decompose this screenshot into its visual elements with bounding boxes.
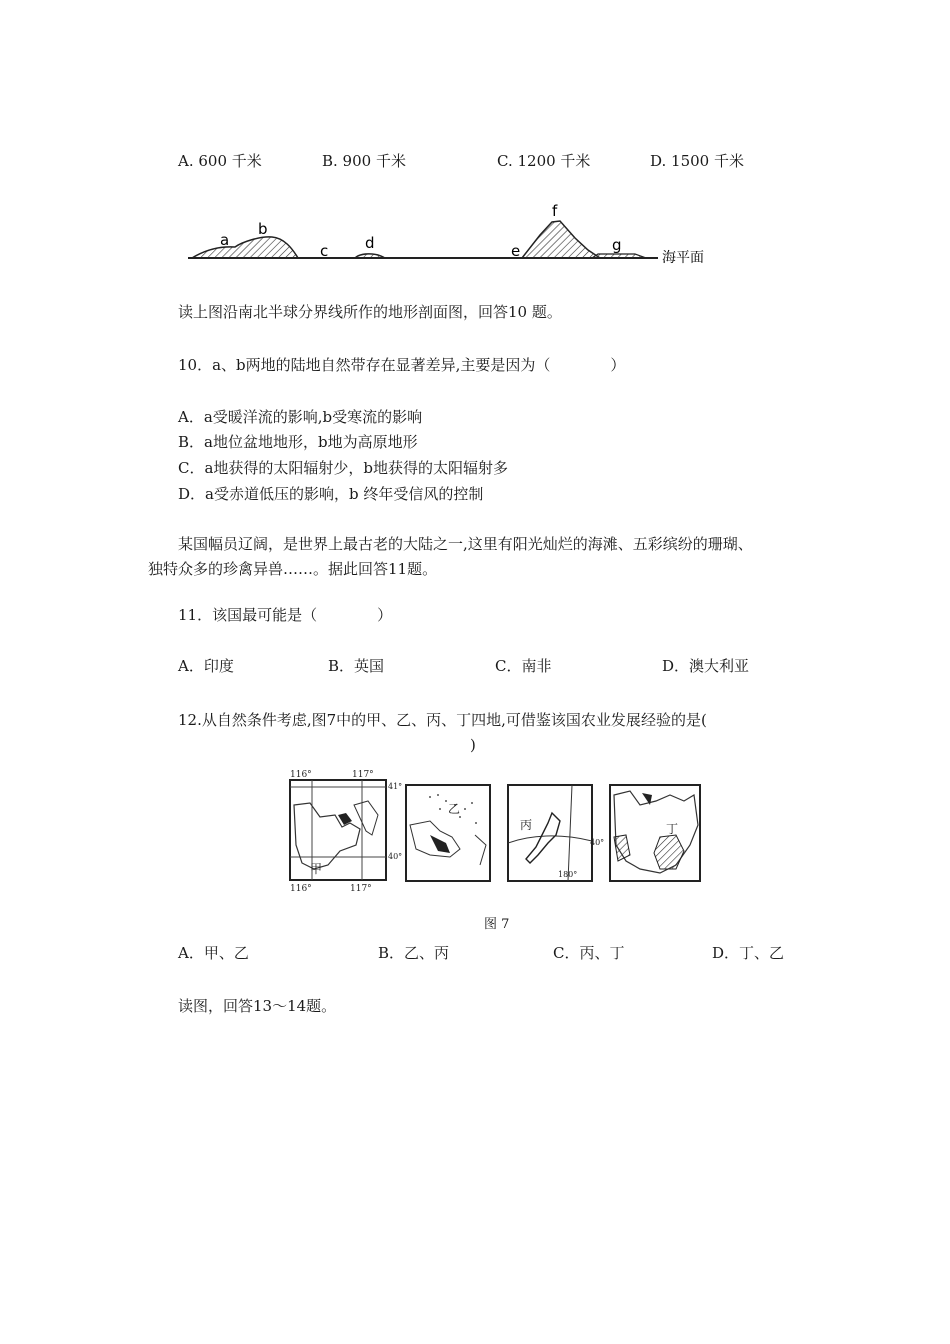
map-bing [508,785,604,881]
q11-stem: 11．该国最可能是（ ） [178,606,393,624]
q10-option-b: B．a地位盆地地形，b地为高原地形 [178,433,418,451]
q12-stem: 12.从自然条件考虑,图7中的甲、乙、丙、丁四地,可借鉴该国农业发展经验的是( [178,711,707,729]
map-yi [406,785,490,881]
map-jia-tick-116-top: 116° [290,770,312,780]
q11-option-a: A．印度 [178,657,234,675]
q12-option-d: D．丁、乙 [712,944,785,962]
map-bing-tick-180: 180° [558,870,578,879]
land-g [592,254,646,258]
map-yi-label: 乙 [448,802,461,816]
profile-label-e: e [511,242,521,260]
profile-label-b: b [258,220,268,238]
map-jia-tick-117-bottom: 117° [350,884,372,894]
map-ding [610,785,700,881]
figure-7-maps [280,765,730,895]
hill-ab [192,237,298,258]
q12-option-b: B．乙、丙 [378,944,450,962]
q10-stem: 10．a、b两地的陆地自然带存在显著差异,主要是因为（ ） [178,356,626,374]
q11-option-d: D．澳大利亚 [662,657,750,675]
figure-7-caption: 图 7 [484,917,510,932]
q12-option-a: A．甲、乙 [178,944,249,962]
map-jia-tick-41: 41° [388,782,403,791]
profile-label-a: a [220,231,230,249]
q11-option-c: C．南非 [495,657,552,675]
map-bing-tick-40: 40° [590,838,605,847]
profile-label-f: f [552,202,558,220]
q9-option-c: C. 1200 千米 [497,152,591,170]
q11-option-b: B．英国 [328,657,385,675]
map-ding-label: 丁 [666,822,679,836]
map-jia-tick-117-top: 117° [352,770,374,780]
q10-option-c: C．a地获得的太阳辐射少，b地获得的太阳辐射多 [178,459,509,477]
intro-q11-line2: 独特众多的珍禽异兽……。据此回答11题。 [148,560,438,578]
q12-option-c: C．丙、丁 [553,944,625,962]
intro-q11-line1: 某国幅员辽阔，是世界上最古老的大陆之一,这里有阳光灿烂的海滩、五彩缤纷的珊瑚、 [178,535,753,553]
sea-level-label: 海平面 [662,250,704,266]
profile-label-g: g [612,236,622,254]
mountain-f [522,221,600,258]
profile-label-d: d [365,234,375,252]
q9-option-d: D. 1500 千米 [650,152,744,170]
q12-stem-close: ) [470,736,476,754]
intro-q13: 读图，回答13～14题。 [178,997,337,1015]
map-jia-label: 甲 [310,862,323,876]
q9-option-b: B. 900 千米 [322,152,406,170]
map-jia [290,770,402,894]
q10-option-a: A．a受暖洋流的影响,b受寒流的影响 [178,408,423,426]
intro-q10: 读上图沿南北半球分界线所作的地形剖面图，回答10 题。 [178,303,562,321]
profile-label-c: c [320,242,329,260]
map-jia-tick-40: 40° [388,852,403,861]
map-jia-tick-116-bottom: 116° [290,884,312,894]
terrain-profile-figure [180,200,740,275]
q9-option-a: A. 600 千米 [178,152,262,170]
q10-option-d: D．a受赤道低压的影响，b 终年受信风的控制 [178,485,484,503]
map-bing-label: 丙 [520,818,533,832]
hill-d [355,254,385,258]
